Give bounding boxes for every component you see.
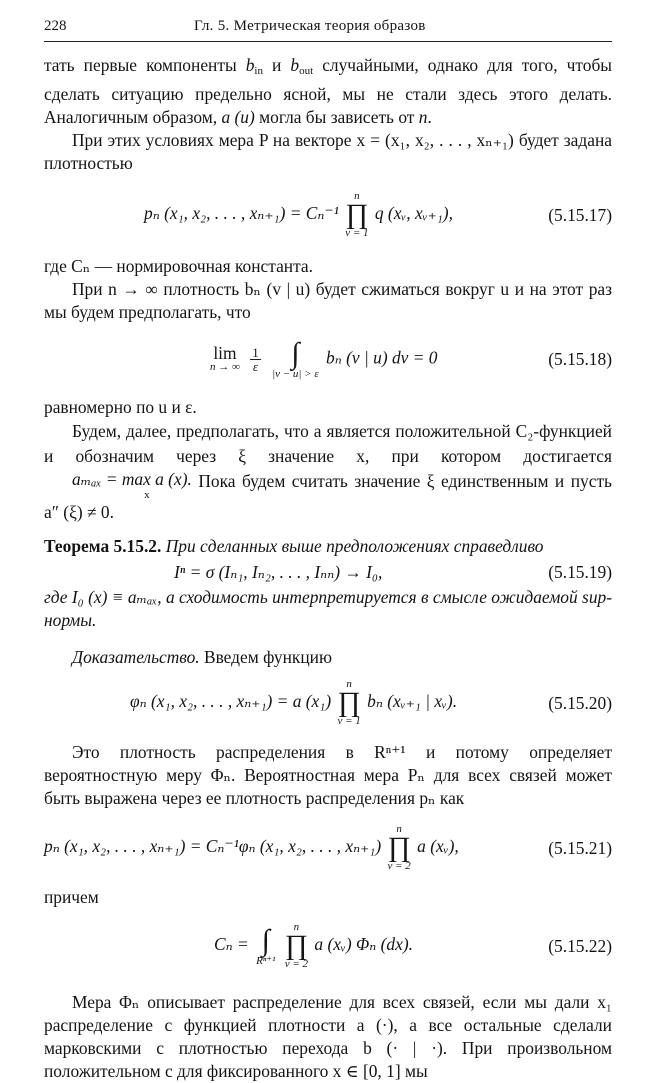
theorem-statement: Теорема 5.15.2. При сделанных выше предположениях справедливо	[44, 536, 544, 556]
theorem-tail: где I₀ (x) ≡ aₘₐₓ, а сходимость интерпретируется в смысле ожидаемой sup-нормы.	[44, 587, 612, 630]
running-title: Гл. 5. Метрическая теория образов	[194, 18, 426, 34]
equation-number: (5.15.22)	[548, 935, 612, 956]
equation-5-15-19: Iⁿ = σ (Iₙ₁, Iₙ₂, . . . , Iₙₙ) → I₀, (5.15.19)	[174, 561, 612, 582]
proof-label: Доказательство.	[72, 647, 200, 667]
product-symbol: n ∏ ν = 1	[345, 190, 369, 239]
equation-5-15-17	[44, 183, 612, 247]
paragraph-1: тать первые компоненты $b_{in}$ и $b_{out}$ случайными, однако для того, чтобы сделать ситуацию предельно ясной, мы не стали здесь этого делать. Аналогичным образом, a (u) могла бы зависеть от n.	[44, 55, 612, 127]
book-page	[44, 18, 612, 1083]
paragraph-5: равномерно по u и ε.	[44, 397, 197, 417]
equation-5-15-18	[44, 326, 612, 392]
equation-number: (5.15.20)	[548, 692, 612, 713]
paragraph-7: Это плотность распределения в Rⁿ⁺¹ и потому определяет вероятностную меру Φₙ. Вероятностная мера Pₙ для всех связей может быть выражена через ее плотность распределения pₙ как	[44, 742, 612, 808]
equation-5-15-22: Cₙ = ∫ Rⁿ⁺¹ n ∏ ν = 2 a (xᵥ) Φₙ (dx). (5.15.22)	[214, 921, 612, 970]
equation-number: (5.15.19)	[548, 561, 612, 582]
paragraph-9: Мера Φₙ описывает распределение для всех связей, если мы дали x₁ распределение с функцией плотности a (·), а все остальные сделали марковскими с плотностью перехода b (· | ·). При произвольном положительном c для фиксированного x ∈ [0, 1] мы	[44, 992, 612, 1081]
paragraph-3: где Cₙ — нормировочная константа.	[44, 256, 313, 276]
product-symbol: n ∏ ν = 2	[284, 921, 309, 970]
eq17-lhs: pₙ (x₁, x₂, . . . , xₙ₊₁) = Cₙ⁻¹	[144, 203, 339, 223]
equation-number: (5.15.17)	[548, 204, 612, 225]
equation-5-15-21: pₙ (x₁, x₂, . . . , xₙ₊₁) = Cₙ⁻¹φₙ (x₁, x₂, . . . , xₙ₊₁) n ∏ ν = 2 a (xᵥ), (5.15.21)	[44, 823, 612, 872]
page-header	[44, 18, 612, 42]
limit-operator: lim n → ∞	[210, 342, 240, 374]
page-number: 228	[44, 18, 67, 34]
product-symbol: n ∏ ν = 1	[337, 678, 361, 727]
paragraph-4: При n → ∞ плотность bₙ (v | u) будет сжиматься вокруг u и на этот раз мы будем предполагать, что	[44, 279, 612, 322]
paragraph-8: причем	[44, 887, 99, 907]
equation-number: (5.15.18)	[548, 348, 612, 369]
paragraph-2: При этих условиях мера P на векторе x = (x₁, x₂, . . . , xₙ₊₁) будет задана плотностью	[44, 130, 612, 173]
integral-symbol: ∫ Rⁿ⁺¹	[256, 923, 276, 967]
product-symbol: n ∏ ν = 2	[387, 823, 411, 872]
proof-intro: Доказательство. Введем функцию	[72, 647, 332, 667]
paragraph-6: Будем, далее, предполагать, что a является положительной C₂-функцией и обозначим через ξ значение x, при котором достигается aₘₐₓ = max a (x). x Пока будем считать значение ξ единственным и пусть a″ (ξ) ≠ 0.	[44, 421, 612, 522]
fraction: $\frac{1}{\varepsilon}$	[252, 344, 259, 374]
integral-symbol: ∫ |v − u| > ε	[272, 336, 319, 380]
eq18-rhs: bₙ (v | u) dv = 0	[326, 347, 438, 367]
eq17-rhs: q (xᵥ, xᵥ₊₁),	[374, 203, 453, 223]
equation-number: (5.15.21)	[548, 837, 612, 858]
equation-5-15-20: φₙ (x₁, x₂, . . . , xₙ₊₁) = a (x₁) n ∏ ν = 1 bₙ (xᵥ₊₁ | xᵥ). (5.15.20)	[130, 678, 612, 727]
theorem-label: Теорема 5.15.2.	[44, 536, 162, 556]
